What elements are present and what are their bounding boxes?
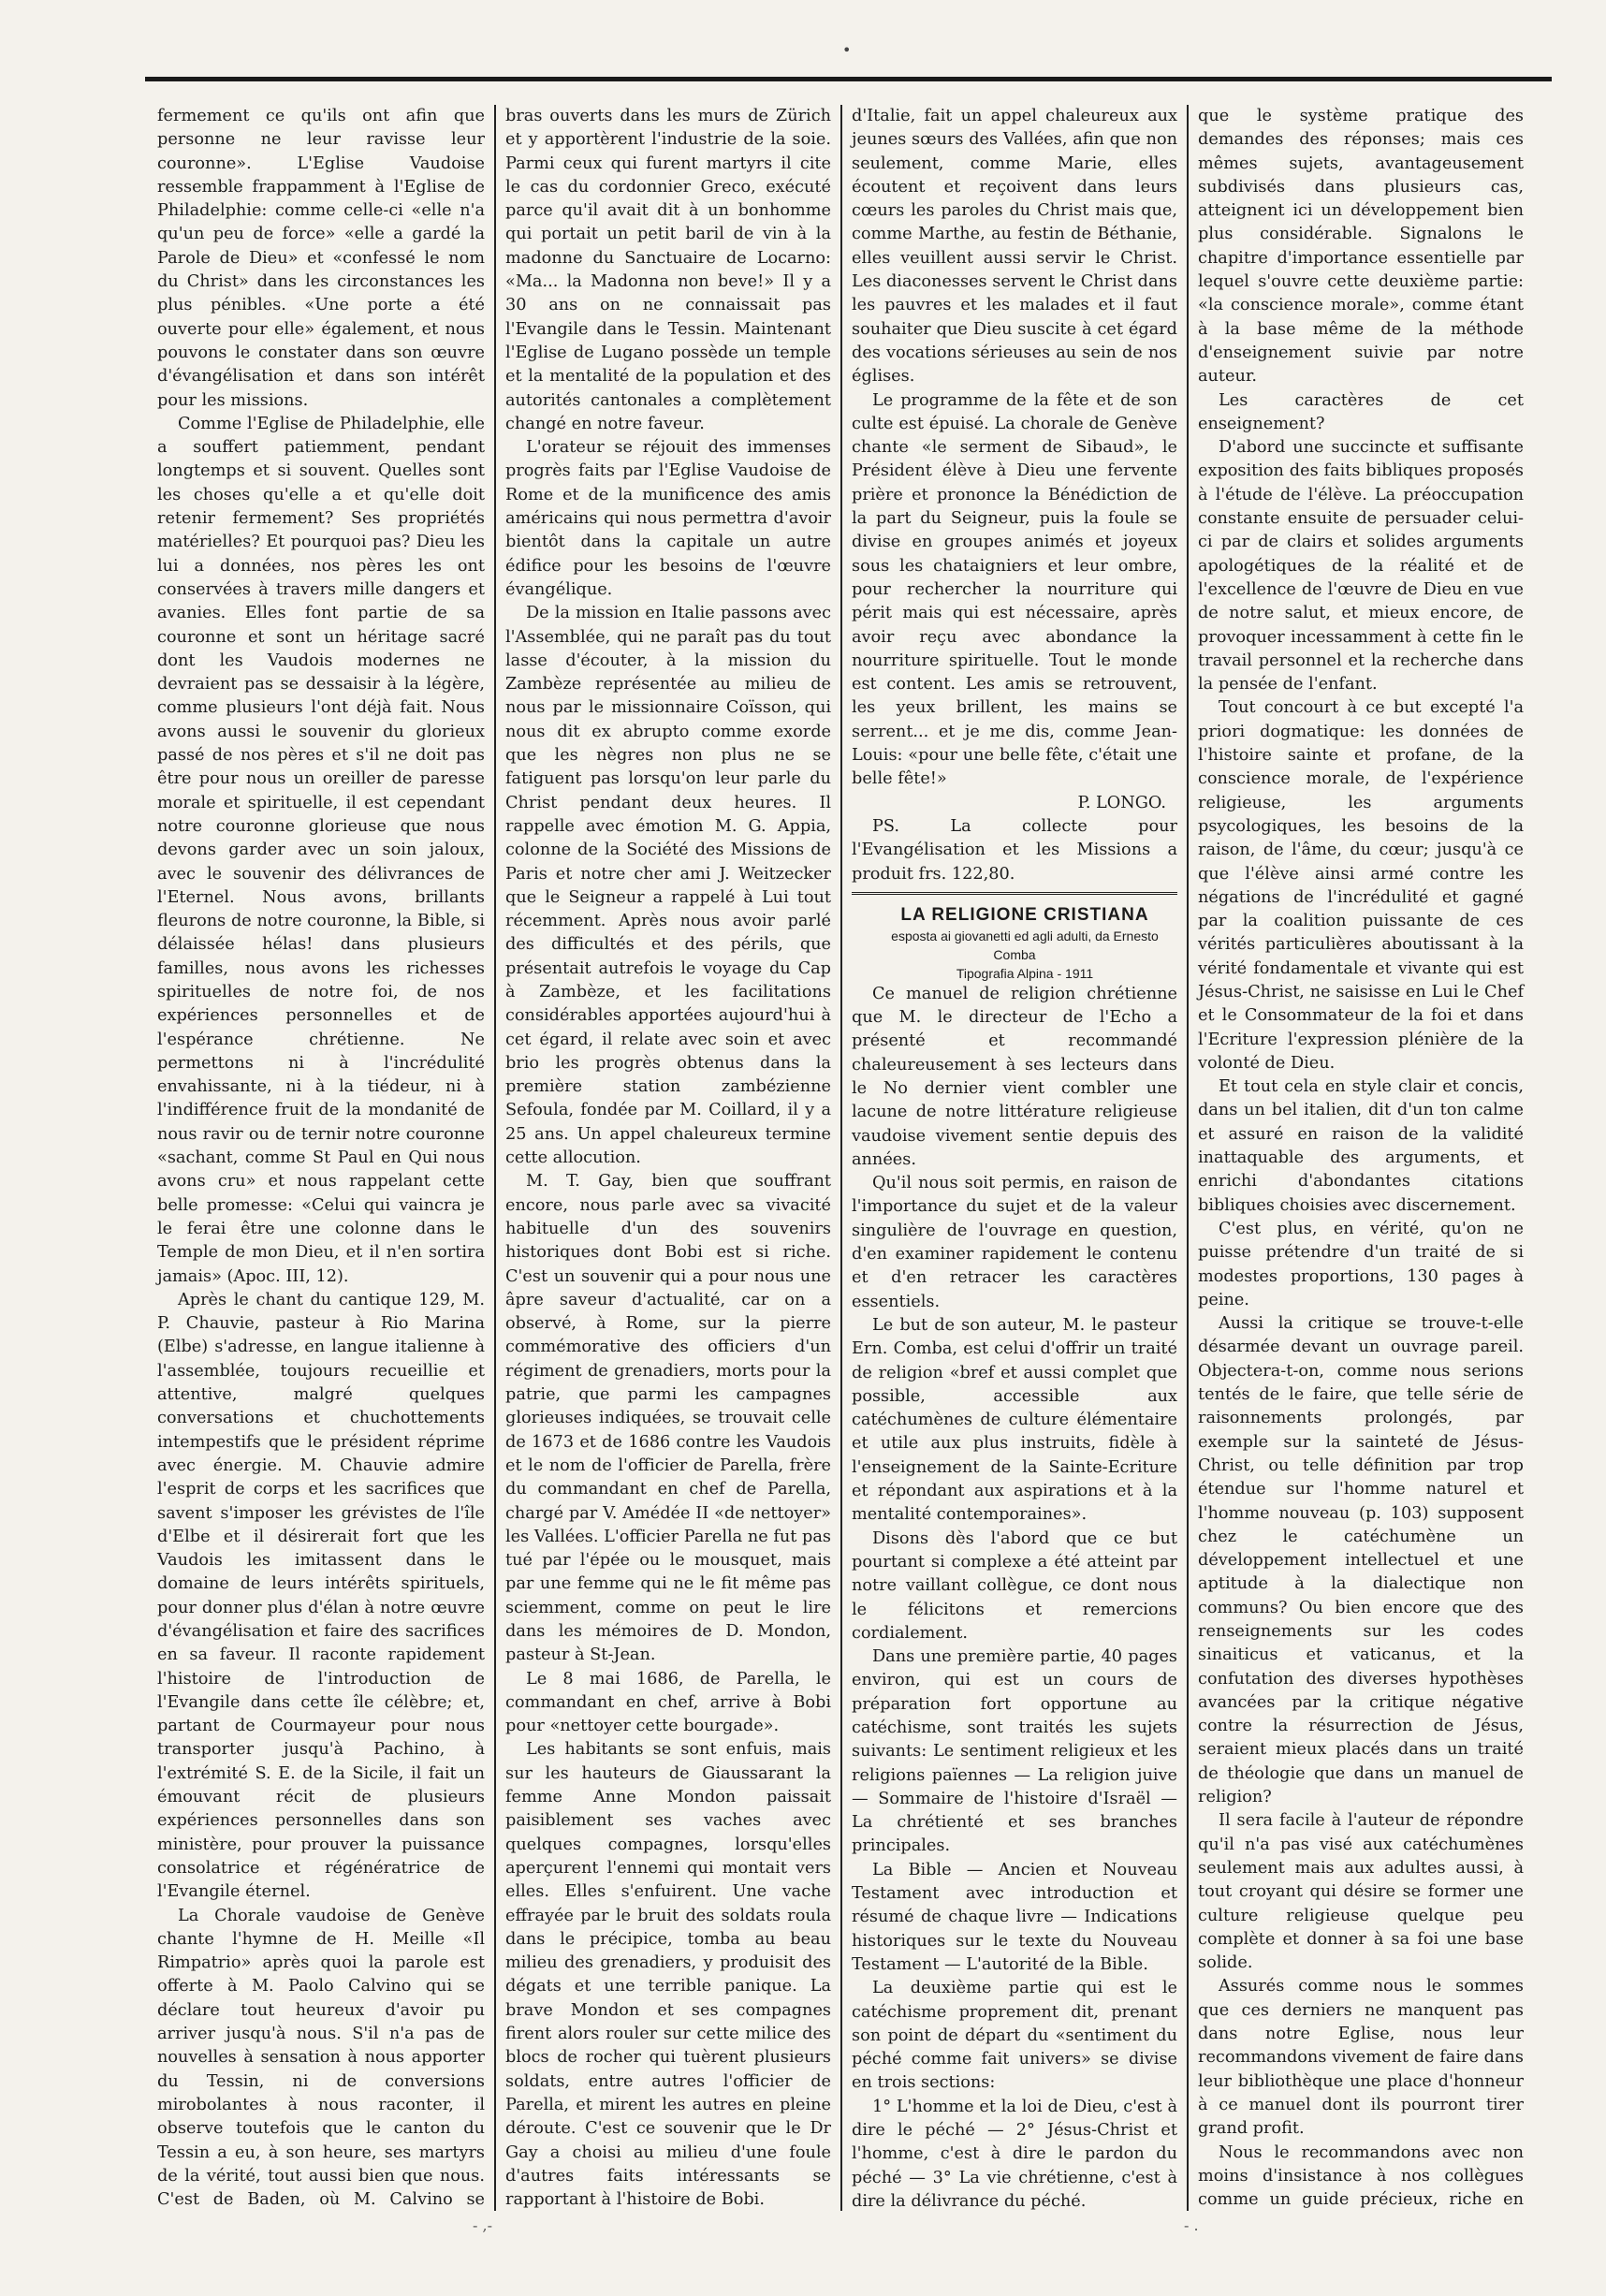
article-subtitle: esposta ai giovanetti ed agli adulti, da Ernesto Comba xyxy=(891,928,1159,962)
paragraph: Nous le recommandons avec non moins d'insistance à nos collègues comme un guide précieux, riche en xyxy=(1198,2142,1524,2210)
paragraph: La deuxième partie qui est le catéchisme proprement dit, prenant son point de départ du «sentiment du péché comme fait univers» se divise en trois sections: xyxy=(852,1979,1177,2093)
paragraph: Dans une première partie, 40 pages environ, qui est un cours de préparation fort opportune au catéchisme, sont traités les sujets suivants: Le sentiment religieux et les religions païennes — La religion juive — Sommaire de l'histoire d'Israël — La chrétienté et ses branches principales. xyxy=(852,1647,1177,1856)
top-rule xyxy=(145,77,1552,81)
signature: P. LONGO. xyxy=(1077,793,1166,812)
paragraph: Qu'il nous soit permis, en raison de l'importance du sujet et de la valeur singulière de l'ouvrage en question, d'en examiner rapidement le contenu et d'en retracer les caractères essentiels. xyxy=(852,1174,1177,1311)
paragraph-continued: fermement ce qu'ils ont afin que personne ne leur ravisse leur couronne». L'Eglise Vaudoise ressemble frappamment à l'Eglise de Philadelphie: comme celle-ci «elle n'a qu'un peu de force» «elle a gardé la Parole de Dieu» et «confessé le nom du Christ» dans les circonstances les plus pénibles. «Une porte a été ouverte pour elle» également, et nous pouvons le constater dans son œuvre d'évangélisation et dans son intérêt pour les missions. xyxy=(157,107,485,410)
paragraph: Le programme de la fête et de son culte est épuisé. La chorale de Genève chante «le serment de Sibaud», le Président élève à Dieu une fervente prière et prononce la Bénédiction de la part du Seigneur, puis la foule se divise en groupes animés et joyeux sous les chataigniers et leur ombre, pour rechercher la nourriture qui périt mais qui est nécessaire, après avoir reçu avec abondance la nourriture spirituelle. Tout le monde est content. Les amis se retrouvent, les yeux brillent, les mains se serrent... et je me dis, comme Jean-Louis: «pour une belle fête, c'était une belle fête!» xyxy=(852,390,1177,789)
paragraph: La Chorale vaudoise de Genève chante l'hymne de H. Meille «Il Rimpatrio» après quoi la parole est offerte à M. Paolo Calvino qui se déclare tout heureux d'avoir pu arriver jusqu'à nous. S'il n'a pas de nouvelles à sensation à nous apporter du Tessin, ni de conversions mirobolantes à nous raconter, il observe toutefois que le canton du Tessin a eu, à son heure, ses martyrs de la vérité, tout aussi bien que nous. C'est de Baden, où M. Calvino se xyxy=(157,1906,485,2210)
paragraph-continued: que le système pratique des demandes des réponses; mais ces mêmes sujets, avantageusement subdivisés dans plusieurs cas, atteignent ici un développement bien plus considérable. Signalons le chapitre d'importance essentielle par lequel s'ouvre cette deuxième partie: «la conscience morale», comme étant à la base même de la méthode d'enseignement suivie par notre auteur. xyxy=(1198,107,1524,387)
paragraph: Comme l'Eglise de Philadelphie, elle a souffert patiemment, pendant longtemps et si souvent. Quelles sont les choses qu'elle a et qu'elle doit retenir fermement? Ses propriétés matérielles? Et pourquoi pas? Dieu les lui a données, nos pères les ont conservées à travers mille dangers et avanies. Elles font partie de sa couronne et sont un héritage sacré dont les Vaudois modernes ne devraient pas se dessaisir à la légère, comme plusieurs l'ont déjà fait. Nous avons aussi le souvenir du glorieux passé de nos pères et s'il ne doit pas être pour nous un oreiller de paresse morale et spirituelle, il est cependant notre couronne glorieuse que nous devons garder avec un soin jaloux, avec le souvenir des délivrances de l'Eternel. Nous avons, brillants fleurons de notre couronne, la Bible, si délaissée hélas! dans plusieurs familles, nous avons les richesses spirituelles de notre foi, de nos expériences personnelles et de l'espérance chrétienne. Ne permettons ni à l'incrédulité envahissante, ni à la tiédeur, ni à l'indifférence fruit de la mondanité de nous ravir ou de ternir notre couronne «sachant, comme St Paul en Qui nous avons cru» et nous rappelant cette belle promesse: «Celui qui vaincra je le ferai être une colonne dans le Temple de mon Dieu, et il n'en sortira jamais» (Apoc. III, 12). xyxy=(157,414,485,1286)
paragraph: L'orateur se réjouit des immenses progrès faits par l'Eglise Vaudoise de Rome et de la munificence des amis américains qui nous permettra d'avoir bientôt dans la capitale un autre édifice pour les besoins de l'œuvre évangélique. xyxy=(505,438,831,599)
paragraph: De la mission en Italie passons avec l'Assemblée, qui ne paraît pas du tout lasse d'écouter, à la mission du Zambèze représentée au milieu de nous par le missionnaire Coïsson, qui nous dit ex abrupto comme exorde que les nègres non plus ne se fatiguent pas lorsqu'on leur parle du Christ pendant deux heures. Il rappelle avec émotion M. G. Appia, colonne de la Société des Missions de Paris et notre cher ami J. Weitzecker que le Seigneur a rappelé à Lui tout récemment. Après nous avoir parlé des difficultés et des périls, que présentait autrefois le voyage du Cap à Zambèze, et les facilitations considérables apportées aujourd'hui à cet égard, il relate avec soin et avec brio les progrès obtenus dans la première station zambézienne Sefoula, fondée par M. Coillard, il y a 25 ans. Un appel chaleureux termine cette allocution. xyxy=(505,604,831,1168)
paragraph: Ce manuel de religion chrétienne que M. le directeur de l'Echo a présenté et recommandé chaleureusement à ses lecteurs dans le No dernier vient combler une lacune de notre littérature religieuse vaudoise vivement sentie depuis des années. xyxy=(852,984,1177,1169)
column-1 xyxy=(148,105,494,2211)
article-title: LA RELIGIONE CRISTIANA xyxy=(900,904,1149,925)
paragraph: Après le chant du cantique 129, M. P. Chauvie, pasteur à Rio Marina (Elbe) s'adresse, en langue italienne à l'assemblée, toujours recueillie et attentive, malgré quelques conversations et chuchottements intempestifs que le président réprime avec énergie. M. Chauvie admire l'esprit de corps et les sacrifices que savent s'imposer les grévistes de l'île d'Elbe et il désirerait fort que les Vaudois les imitassent dans le domaine de leurs intérêts spirituels, pour donner plus d'élan à notre œuvre d'évangélisation et faire des sacrifices en sa faveur. Il raconte rapidement l'histoire de l'introduction de l'Evangile dans cette île célèbre; et, partant de Courmayeur pour nous transporter jusqu'à Pachino, à l'extrémité S. E. de la Sicile, il fait un émouvant récit de plusieurs expériences personnelles dans son ministère, pour prouver la puissance consolatrice et régénératrice de l'Evangile éternel. xyxy=(157,1290,485,1902)
paragraph: Le but de son auteur, M. le pasteur Ern. Comba, est celui d'offrir un traité de religion «bref et aussi complet que possible, accessible aux catéchumènes de culture élémentaire et utile aux plus instruits, fidèle à l'enseignement de la Sainte-Ecriture et répondant aux aspirations et à la mentalité contemporaines». xyxy=(852,1315,1177,1525)
postscript: PS. La collecte pour l'Evangélisation et les Missions a produit frs. 122,80. xyxy=(852,816,1177,884)
footer-mark: - . xyxy=(1184,2216,1199,2234)
page-mark: • xyxy=(842,41,852,59)
article-publisher: Tipografia Alpina - 1911 xyxy=(956,965,1094,981)
article-separator xyxy=(852,892,1177,895)
column-4 xyxy=(1187,105,1533,2211)
paragraph: Assurés comme nous le sommes que ces derniers ne manquent pas dans notre Eglise, nous leur recommandons vivement de faire dans leur bibliothèque une place d'honneur à ce manuel dont ils pourront tirer grand profit. xyxy=(1198,1977,1524,2139)
paragraph: Le 8 mai 1686, de Parella, le commandant en chef, arrive à Bobi pour «nettoyer cette bourgade». xyxy=(505,1669,831,1736)
paragraph: Il sera facile à l'auteur de répondre qu'il n'a pas visé aux catéchumènes seulement mais aux adultes aussi, à tout croyant qui désire se former une culture religieuse quelque peu complète et donner à sa foi une base solide. xyxy=(1198,1811,1524,1973)
paragraph: M. T. Gay, bien que souffrant encore, nous parle avec sa vivacité habituelle d'un des souvenirs historiques dont Bobi est si riche. C'est un souvenir qui a pour nous une âpre saveur d'actualité, car on a observé, à Rome, sur la pierre commémorative des officiers d'un régiment de grenadiers, morts pour la patrie, que parmi les campagnes glorieuses indiquées, se trouvait celle de 1673 et de 1686 contre les Vaudois et le nom de l'officier de Parella, frère du commandant en chef de Parella, chargé par V. Amédée II «de nettoyer» les Vallées. L'officier Parella ne fut pas tué par l'épée ou le mousquet, mais par une femme qui ne le fit même pas sciemment, comme on peut le lire dans les mémoires de D. Mondon, pasteur à St-Jean. xyxy=(505,1172,831,1665)
column-3 xyxy=(840,105,1187,2211)
paragraph: Tout concourt à ce but excepté l'a priori dogmatique: les données de l'histoire sainte et profane, de la conscience morale, de l'expérience religieuse, les arguments psycologiques, les besoins de la raison, de l'âme, du cœur; jusqu'à ce que l'élève ainsi armé contre les négations de l'incrédulité et gagné par la coalition puissante de ces vérités particulières aboutissant à la vérité fondamentale et vivante qui est Jésus-Christ, ne saisisse en Lui le Chef et le Consommateur de la foi et dans l'Ecriture l'expression plénière de la volonté de Dieu. xyxy=(1198,698,1524,1073)
paragraph: C'est plus, en vérité, qu'on ne puisse prétendre d'un traité de si modestes proportions, 130 pages à peine. xyxy=(1198,1219,1524,1309)
paragraph: Les caractères de cet enseignement? xyxy=(1198,390,1524,433)
paragraph-continued: d'Italie, fait un appel chaleureux aux jeunes sœurs des Vallées, afin que non seulement, comme Marie, elles écoutent et reçoivent dans leurs cœurs les paroles du Christ mais que, comme Marthe, au festin de Béthanie, elles veuillent aussi servir le Christ. Les diaconesses servent le Christ dans les pauvres et les malades et il faut souhaiter que Dieu suscite à cet égard des vocations sérieuses au sein de nos églises. xyxy=(852,107,1177,387)
article-columns xyxy=(148,105,1546,2211)
paragraph: D'abord une succincte et suffisante exposition des faits bibliques proposés à l'étude de l'élève. La préoccupation constante ensuite de persuader celui-ci par de clairs et solides arguments apologétiques de la réalité et de l'excellence de l'œuvre de Dieu en vue de notre salut, et mieux encore, de provoquer incessamment à cette fin le travail personnel et la recherche dans la pensée de l'enfant. xyxy=(1198,438,1524,695)
footer-mark: - ,- xyxy=(473,2216,492,2234)
paragraph: 1° L'homme et la loi de Dieu, c'est à dire le péché — 2° Jésus-Christ et l'homme, c'est à dire le pardon du péché — 3° La vie chrétienne, c'est à dire la délivrance du péché. xyxy=(852,2097,1177,2211)
paragraph: Disons dès l'abord que ce but pourtant si complexe a été atteint par notre vaillant collègue, ce dont nous le félicitons et remercions cordialement. xyxy=(852,1528,1177,1643)
paragraph: Aussi la critique se trouve-t-elle désarmée devant un ouvrage pareil. Objectera-t-on, comme nous serions tentés de le faire, que telle série de raisonnements prolongés, par exemple sur la sainteté de Jésus-Christ, ou telle définition par trop étendue sur l'homme naturel et l'homme nouveau (p. 103) supposent chez le catéchumène un développement intellectuel et une aptitude à la dialectique non communs? Ou bien encore que des renseignements sur les codes sinaiticus et vaticanus, et la confutation des diverses hypothèses avancées par la critique négative contre la résurrection de Jésus, seraient mieux placés dans un traité de théologie que dans un manuel de religion? xyxy=(1198,1314,1524,1807)
paragraph-continued: bras ouverts dans les murs de Zürich et y apportèrent l'industrie de la soie. Parmi ceux qui furent martyrs il cite le cas du cordonnier Greco, exécuté parce qu'il avait dit à un bonhomme qui portait un petit baril de vin à la madonne du Sanctuaire de Locarno: «Ma... la Madonna non beve!» Il y a 30 ans on ne connaissait pas l'Evangile dans le Tessin. Maintenant l'Eglise de Lugano possède un temple et la mentalité de la population et des autorités cantonales a complètement changé en notre faveur. xyxy=(505,107,831,433)
paragraph: Les habitants se sont enfuis, mais sur les hauteurs de Giaussarant la femme Anne Mondon paissait paisiblement ses vaches avec quelques compagnes, lorsqu'elles aperçurent l'ennemi qui montait vers elles. Elles s'enfuirent. Une vache effrayée par le bruit des soldats roula dans le précipice, tomba au beau milieu des grenadiers, y produisit des dégats et une terrible panique. La brave Mondon et ses compagnes firent alors rouler sur cette milice des blocs de rocher qui tuèrent plusieurs soldats, entre autres l'officier de Parella, et mirent les autres en pleine déroute. C'est ce souvenir que le Dr Gay a choisi au milieu d'une foule d'autres faits intéressants se rapportant à l'histoire de Bobi. xyxy=(505,1740,831,2210)
paragraph: La Bible — Ancien et Nouveau Testament avec introduction et résumé de chaque livre — Indications historiques sur le texte du Nouveau Testament — L'autorité de la Bible. xyxy=(852,1860,1177,1974)
column-2 xyxy=(494,105,840,2211)
paragraph: Et tout cela en style clair et concis, dans un bel italien, dit d'un ton calme et assuré en raison de la validité inattaquable des arguments, et enrichi d'abondantes citations bibliques choisies avec discernement. xyxy=(1198,1077,1524,1215)
